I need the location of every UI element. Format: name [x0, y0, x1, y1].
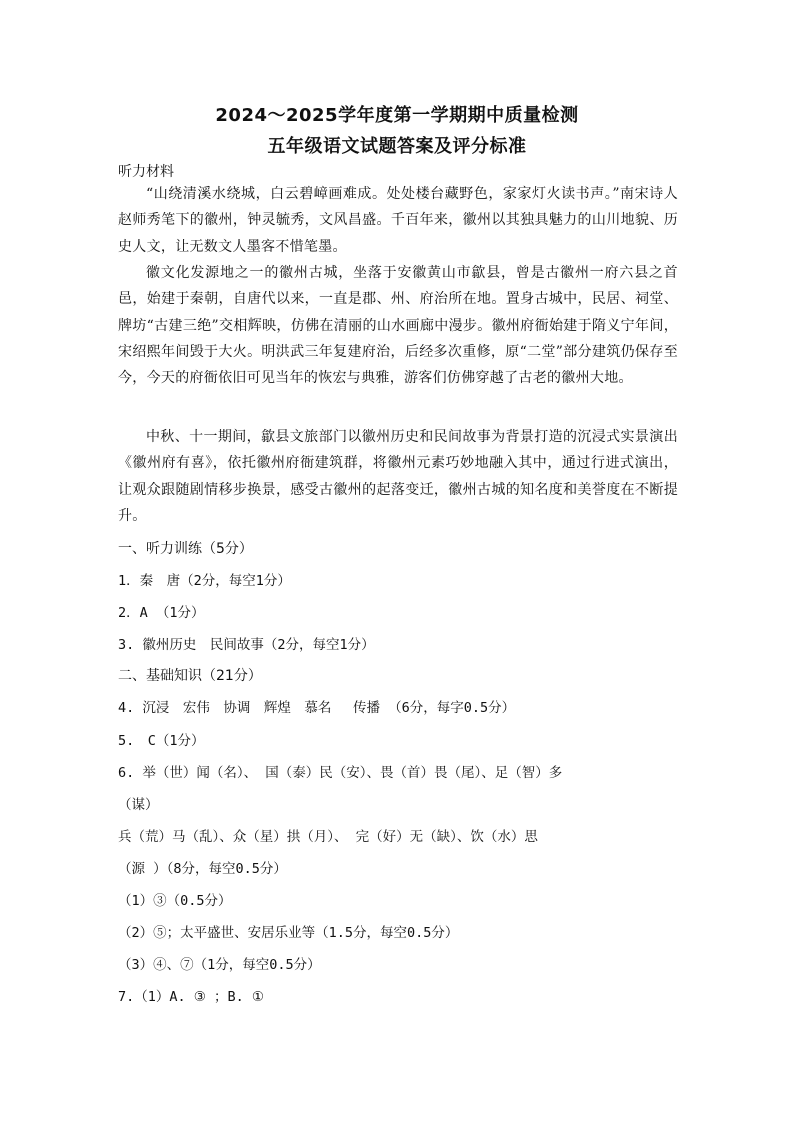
- answer-5: 5. C（1分）: [118, 733, 205, 749]
- answer-6-line-4: （源 ）（8分，每空0.5分）: [118, 861, 287, 877]
- answer-7: 7.（1）A. ③ ；B. ①: [118, 989, 264, 1005]
- answer-4: 4. 沉浸 宏伟 协调 辉煌 慕名 传播 （6分，每字0.5分）: [118, 700, 516, 716]
- listening-material-label: 听力材料: [118, 164, 174, 180]
- answer-3: 3. 徽州历史 民间故事（2分，每空1分）: [118, 637, 375, 653]
- document-subtitle: 五年级语文试题答案及评分标准: [267, 136, 527, 157]
- answer-6-line-1: 6. 举（世）闻（名）、 国（泰）民（安）、畏（首）畏（尾）、足（智）多: [118, 765, 563, 781]
- listening-paragraph-2: 徽文化发源地之一的徽州古城，坐落于安徽黄山市歙县，曾是古徽州一府六县之首邑，始建于秦朝，自唐代以来，一直是郡、州、府治所在地。置身古城中，民居、祠堂、牌坊“古建三绝”交相辉映，仿佛在清丽的山水画廊中漫步。徽州府衙始建于隋义宁年间，宋绍熙年间毁于大火。明洪武三年复建府治，后经多次重修，原“二堂”部分建筑仍保存至今，今天的府衙依旧可见当年的恢宏与典雅，游客们仿佛穿越了古老的徽州大地。: [118, 265, 678, 387]
- answer-6-sub-2: （2）⑤；太平盛世、安居乐业等（1.5分，每空0.5分）: [118, 925, 459, 941]
- answer-2: 2．A （1分）: [118, 605, 205, 621]
- answer-6-line-3: 兵（荒）马（乱）、众（星）拱（月）、 完（好）无（缺）、饮（水）思: [118, 829, 538, 845]
- answer-6-sub-3: （3）④、⑦（1分，每空0.5分）: [118, 957, 321, 973]
- document-title: 2024～2025学年度第一学期期中质量检测: [215, 105, 579, 126]
- listening-paragraph-3: 中秋、十一期间，歙县文旅部门以徽州历史和民间故事为背景打造的沉浸式实景演出《徽州府有喜》，依托徽州府衙建筑群，将徽州元素巧妙地融入其中，通过行进式演出，让观众跟随剧情移步换景，感受古徽州的起落变迁，徽州古城的知名度和美誉度在不断提升。: [118, 429, 678, 524]
- answer-1: 1．秦 唐（2分，每空1分）: [118, 573, 291, 589]
- section-2-heading: 二、基础知识（21分）: [118, 668, 262, 684]
- listening-paragraph-1: “山绕清溪水绕城，白云碧嶂画难成。处处楼台藏野色，家家灯火读书声。”南宋诗人赵师秀笔下的徽州，钟灵毓秀，文风昌盛。千百年来，徽州以其独具魅力的山川地貌、历史人文，让无数文人墨客不惜笔墨。: [118, 186, 678, 255]
- answer-6-sub-1: （1）③（0.5分）: [118, 893, 232, 909]
- answer-6-line-2: （谋）: [118, 797, 159, 813]
- section-1-heading: 一、听力训练（5分）: [118, 541, 253, 557]
